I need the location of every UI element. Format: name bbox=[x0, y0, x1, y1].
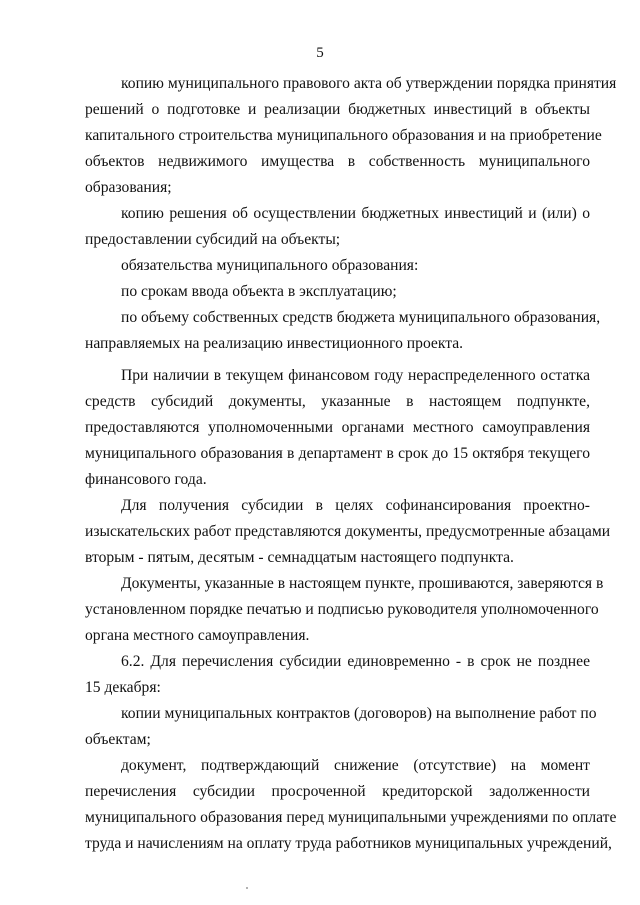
text-line: копию муниципального правового акта об утверждении порядка принятия bbox=[121, 75, 617, 92]
document-body bbox=[85, 71, 617, 857]
text-line: по объему собственных средств бюджета муниципального образования, bbox=[121, 309, 601, 326]
paragraph-5 bbox=[85, 305, 601, 357]
text-line: финансового года. bbox=[85, 471, 207, 488]
text-line: объектам; bbox=[85, 731, 151, 748]
text-line: объектов недвижимого имущества в собственность муниципального bbox=[85, 153, 590, 170]
text-line: направляемых на реализацию инвестиционного проекта. bbox=[85, 335, 464, 352]
page-number: 5 bbox=[316, 45, 324, 61]
text-line: Для получения субсидии в целях софинансирования проектно- bbox=[121, 497, 590, 514]
paragraph-9 bbox=[85, 649, 590, 701]
text-line: копии муниципальных контрактов (договоров) на выполнение работ по bbox=[121, 705, 597, 722]
scan-artifact bbox=[246, 887, 248, 889]
text-line: по срокам ввода объекта в эксплуатацию; bbox=[121, 283, 397, 300]
text-line: Документы, указанные в настоящем пункте, прошиваются, заверяются в bbox=[121, 575, 604, 592]
paragraph-8 bbox=[85, 571, 604, 649]
text-line: 15 декабря: bbox=[85, 679, 161, 696]
paragraph-7 bbox=[85, 493, 611, 571]
text-line: При наличии в текущем финансовом году нераспределенного остатка bbox=[121, 367, 590, 384]
paragraph-11 bbox=[85, 753, 617, 857]
text-line: муниципального образования перед муниципальными учреждениями по оплате bbox=[85, 809, 617, 826]
text-line: перечисления субсидии просроченной кредиторской задолженности bbox=[85, 783, 590, 800]
text-line: средств субсидий документы, указанные в настоящем подпункте, bbox=[85, 393, 590, 410]
text-line: предоставляются уполномоченными органами местного самоуправления bbox=[85, 419, 590, 436]
paragraph-6 bbox=[85, 363, 590, 493]
text-line: вторым - пятым, десятым - семнадцатым настоящего подпункта. bbox=[85, 549, 514, 566]
text-line: капитального строительства муниципального образования и на приобретение bbox=[85, 127, 602, 144]
paragraph-4 bbox=[85, 279, 590, 305]
paragraph-3 bbox=[85, 253, 590, 279]
text-line: труда и начислениям на оплату труда работников муниципальных учреждений, bbox=[85, 835, 612, 852]
paragraph-1 bbox=[85, 71, 617, 201]
text-line: решений о подготовке и реализации бюджетных инвестиций в объекты bbox=[85, 101, 590, 118]
text-line: образования; bbox=[85, 179, 172, 196]
text-line: установленном порядке печатью и подписью руководителя уполномоченного bbox=[85, 601, 599, 618]
text-line: документ, подтверждающий снижение (отсутствие) на момент bbox=[121, 757, 590, 774]
text-line: обязательства муниципального образования: bbox=[121, 257, 419, 274]
text-line: предоставлении субсидий на объекты; bbox=[85, 231, 341, 248]
paragraph-2 bbox=[85, 201, 590, 253]
text-line: органа местного самоуправления. bbox=[85, 627, 310, 644]
text-line: изыскательских работ представляются документы, предусмотренные абзацами bbox=[85, 523, 611, 540]
text-line: копию решения об осуществлении бюджетных инвестиций и (или) о bbox=[121, 205, 590, 222]
text-line: муниципального образования в департамент в срок до 15 октября текущего bbox=[85, 445, 590, 462]
paragraph-10 bbox=[85, 701, 597, 753]
text-line: 6.2. Для перечисления субсидии единовременно - в срок не позднее bbox=[121, 653, 590, 670]
